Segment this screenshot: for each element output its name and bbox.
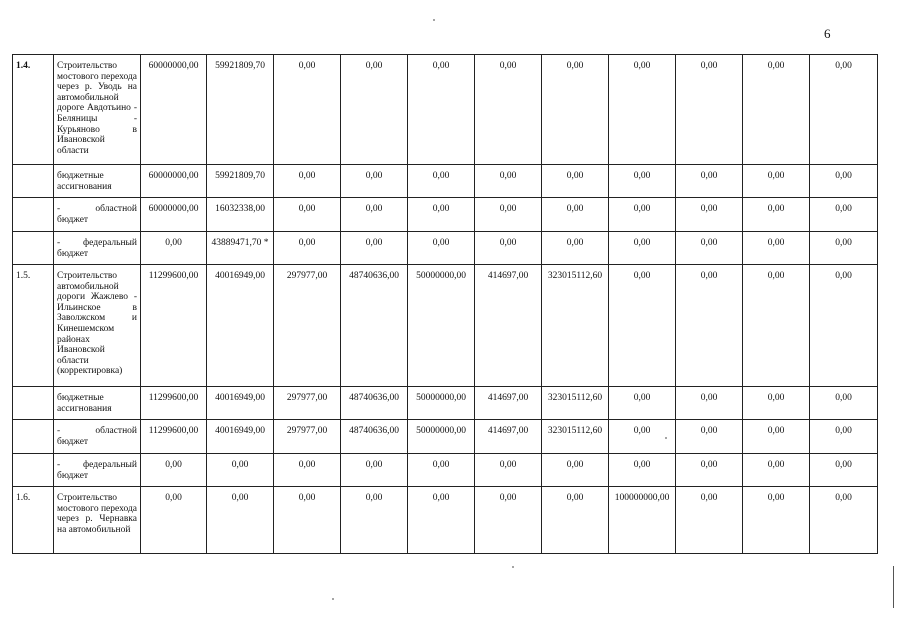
- amount-cell: 0,00: [676, 165, 743, 198]
- table-row: [13, 487, 878, 554]
- amount-cell: 0,00: [341, 487, 408, 554]
- amount-cell: 297977,00: [274, 387, 341, 420]
- amount-cell: 40016949,00: [207, 387, 274, 420]
- amount-cell: 48740636,00: [341, 387, 408, 420]
- item-description-cell: бюджетные ассигнования: [54, 165, 141, 198]
- amount-cell: 0,00: [475, 232, 542, 265]
- page-number: 6: [824, 26, 831, 41]
- amount-cell: 0,00: [408, 55, 475, 165]
- amount-cell: 0,00: [743, 198, 810, 232]
- amount-cell: 0,00: [810, 387, 878, 420]
- amount-cell: 0,00: [676, 454, 743, 487]
- amount-cell: 0,00: [676, 265, 743, 387]
- amount-cell: 0,00: [810, 454, 878, 487]
- amount-cell: 0,00: [542, 454, 609, 487]
- amount-cell: 0,00: [676, 387, 743, 420]
- amount-cell: 0,00: [542, 165, 609, 198]
- table-row: [13, 420, 878, 454]
- item-description-cell: Строительство мостового перехода через р. Уводь на автомобильной дороге Авдотьино - Беляницы - Курьяново в Ивановской области: [54, 55, 141, 165]
- amount-cell: 0,00: [207, 487, 274, 554]
- item-description-cell: - областной бюджет: [54, 420, 141, 454]
- item-code-cell: 1.4.: [13, 55, 54, 165]
- amount-cell: 0,00: [408, 165, 475, 198]
- amount-cell: 0,00: [743, 420, 810, 454]
- table-row: [13, 387, 878, 420]
- amount-cell: 0,00: [475, 55, 542, 165]
- amount-cell: 0,00: [810, 487, 878, 554]
- item-code-cell: [13, 454, 54, 487]
- amount-cell: 297977,00: [274, 420, 341, 454]
- amount-cell: 0,00: [743, 55, 810, 165]
- amount-cell: 60000000,00: [141, 55, 207, 165]
- amount-cell: 0,00: [743, 487, 810, 554]
- amount-cell: 0,00: [408, 487, 475, 554]
- table-row: [13, 265, 878, 387]
- item-code-cell: [13, 387, 54, 420]
- item-description-cell: - областной бюджет: [54, 198, 141, 232]
- amount-cell: 0,00: [542, 487, 609, 554]
- amount-cell: 0,00: [609, 55, 676, 165]
- amount-cell: 50000000,00: [408, 387, 475, 420]
- amount-cell: 0,00: [609, 420, 676, 454]
- amount-cell: 40016949,00: [207, 265, 274, 387]
- amount-cell: 0,00: [810, 232, 878, 265]
- amount-cell: 0,00: [341, 55, 408, 165]
- amount-cell: 0,00: [475, 165, 542, 198]
- amount-cell: 297977,00: [274, 265, 341, 387]
- amount-cell: 0,00: [274, 454, 341, 487]
- amount-cell: 50000000,00: [408, 420, 475, 454]
- amount-cell: 0,00: [676, 198, 743, 232]
- table-row: [13, 232, 878, 265]
- amount-cell: 0,00: [141, 487, 207, 554]
- item-code-cell: [13, 420, 54, 454]
- amount-cell: 0,00: [810, 420, 878, 454]
- amount-cell: 0,00: [609, 165, 676, 198]
- amount-cell: 59921809,70: [207, 55, 274, 165]
- item-description-cell: Строительство автомобильной дороги Жажлево - Ильинское в Заволжском и Кинешемском районах Ивановской области (корректировка): [54, 265, 141, 387]
- amount-cell: 59921809,70: [207, 165, 274, 198]
- amount-cell: 0,00: [341, 165, 408, 198]
- amount-cell: 0,00: [408, 232, 475, 265]
- amount-cell: 0,00: [743, 387, 810, 420]
- amount-cell: 0,00: [274, 487, 341, 554]
- amount-cell: 0,00: [676, 420, 743, 454]
- amount-cell: 0,00: [676, 232, 743, 265]
- amount-cell: 0,00: [475, 454, 542, 487]
- amount-cell: 0,00: [810, 198, 878, 232]
- amount-cell: 414697,00: [475, 387, 542, 420]
- scan-speck: [433, 19, 435, 21]
- amount-cell: 0,00: [609, 198, 676, 232]
- amount-cell: 0,00: [141, 454, 207, 487]
- scan-speck: [665, 437, 667, 439]
- amount-cell: 0,00: [676, 55, 743, 165]
- amount-cell: 0,00: [743, 232, 810, 265]
- table-body: [13, 55, 878, 554]
- amount-cell: 323015112,60: [542, 387, 609, 420]
- amount-cell: 0,00: [810, 55, 878, 165]
- amount-cell: 0,00: [408, 454, 475, 487]
- amount-cell: 0,00: [542, 198, 609, 232]
- budget-table: [12, 54, 878, 554]
- amount-cell: 0,00: [743, 265, 810, 387]
- amount-cell: 16032338,00: [207, 198, 274, 232]
- amount-cell: 0,00: [274, 198, 341, 232]
- amount-cell: 0,00: [810, 265, 878, 387]
- amount-cell: 0,00: [609, 232, 676, 265]
- amount-cell: 40016949,00: [207, 420, 274, 454]
- table-row: [13, 454, 878, 487]
- amount-cell: 43889471,70 *: [207, 232, 274, 265]
- amount-cell: 0,00: [676, 487, 743, 554]
- amount-cell: 0,00: [743, 454, 810, 487]
- amount-cell: 0,00: [475, 198, 542, 232]
- amount-cell: 0,00: [274, 232, 341, 265]
- item-code-cell: 1.5.: [13, 265, 54, 387]
- amount-cell: 414697,00: [475, 420, 542, 454]
- amount-cell: 0,00: [542, 232, 609, 265]
- amount-cell: 0,00: [542, 55, 609, 165]
- item-description-cell: Строительство мостового перехода через р. Чернавка на автомобильной: [54, 487, 141, 554]
- scan-speck: [512, 566, 514, 568]
- amount-cell: 0,00: [141, 232, 207, 265]
- amount-cell: 11299600,00: [141, 265, 207, 387]
- item-description-cell: - федеральный бюджет: [54, 232, 141, 265]
- item-code-cell: [13, 165, 54, 198]
- scan-speck: [332, 598, 334, 600]
- item-code-cell: 1.6.: [13, 487, 54, 554]
- item-description-cell: - федеральный бюджет: [54, 454, 141, 487]
- amount-cell: 0,00: [609, 454, 676, 487]
- scan-edge-mark: [893, 566, 894, 608]
- amount-cell: 0,00: [207, 454, 274, 487]
- amount-cell: 0,00: [274, 55, 341, 165]
- amount-cell: 0,00: [810, 165, 878, 198]
- item-code-cell: [13, 198, 54, 232]
- amount-cell: 48740636,00: [341, 265, 408, 387]
- amount-cell: 0,00: [341, 232, 408, 265]
- amount-cell: 0,00: [743, 165, 810, 198]
- amount-cell: 323015112,60: [542, 265, 609, 387]
- amount-cell: 48740636,00: [341, 420, 408, 454]
- amount-cell: 0,00: [475, 487, 542, 554]
- amount-cell: 0,00: [609, 265, 676, 387]
- amount-cell: 0,00: [609, 387, 676, 420]
- item-code-cell: [13, 232, 54, 265]
- amount-cell: 60000000,00: [141, 165, 207, 198]
- table-row: [13, 198, 878, 232]
- item-description-cell: бюджетные ассигнования: [54, 387, 141, 420]
- table-row: [13, 165, 878, 198]
- amount-cell: 0,00: [274, 165, 341, 198]
- amount-cell: 0,00: [341, 198, 408, 232]
- amount-cell: 0,00: [408, 198, 475, 232]
- amount-cell: 11299600,00: [141, 387, 207, 420]
- amount-cell: 50000000,00: [408, 265, 475, 387]
- amount-cell: 0,00: [341, 454, 408, 487]
- amount-cell: 414697,00: [475, 265, 542, 387]
- table-row: [13, 55, 878, 165]
- amount-cell: 323015112,60: [542, 420, 609, 454]
- amount-cell: 60000000,00: [141, 198, 207, 232]
- amount-cell: 100000000,00: [609, 487, 676, 554]
- amount-cell: 11299600,00: [141, 420, 207, 454]
